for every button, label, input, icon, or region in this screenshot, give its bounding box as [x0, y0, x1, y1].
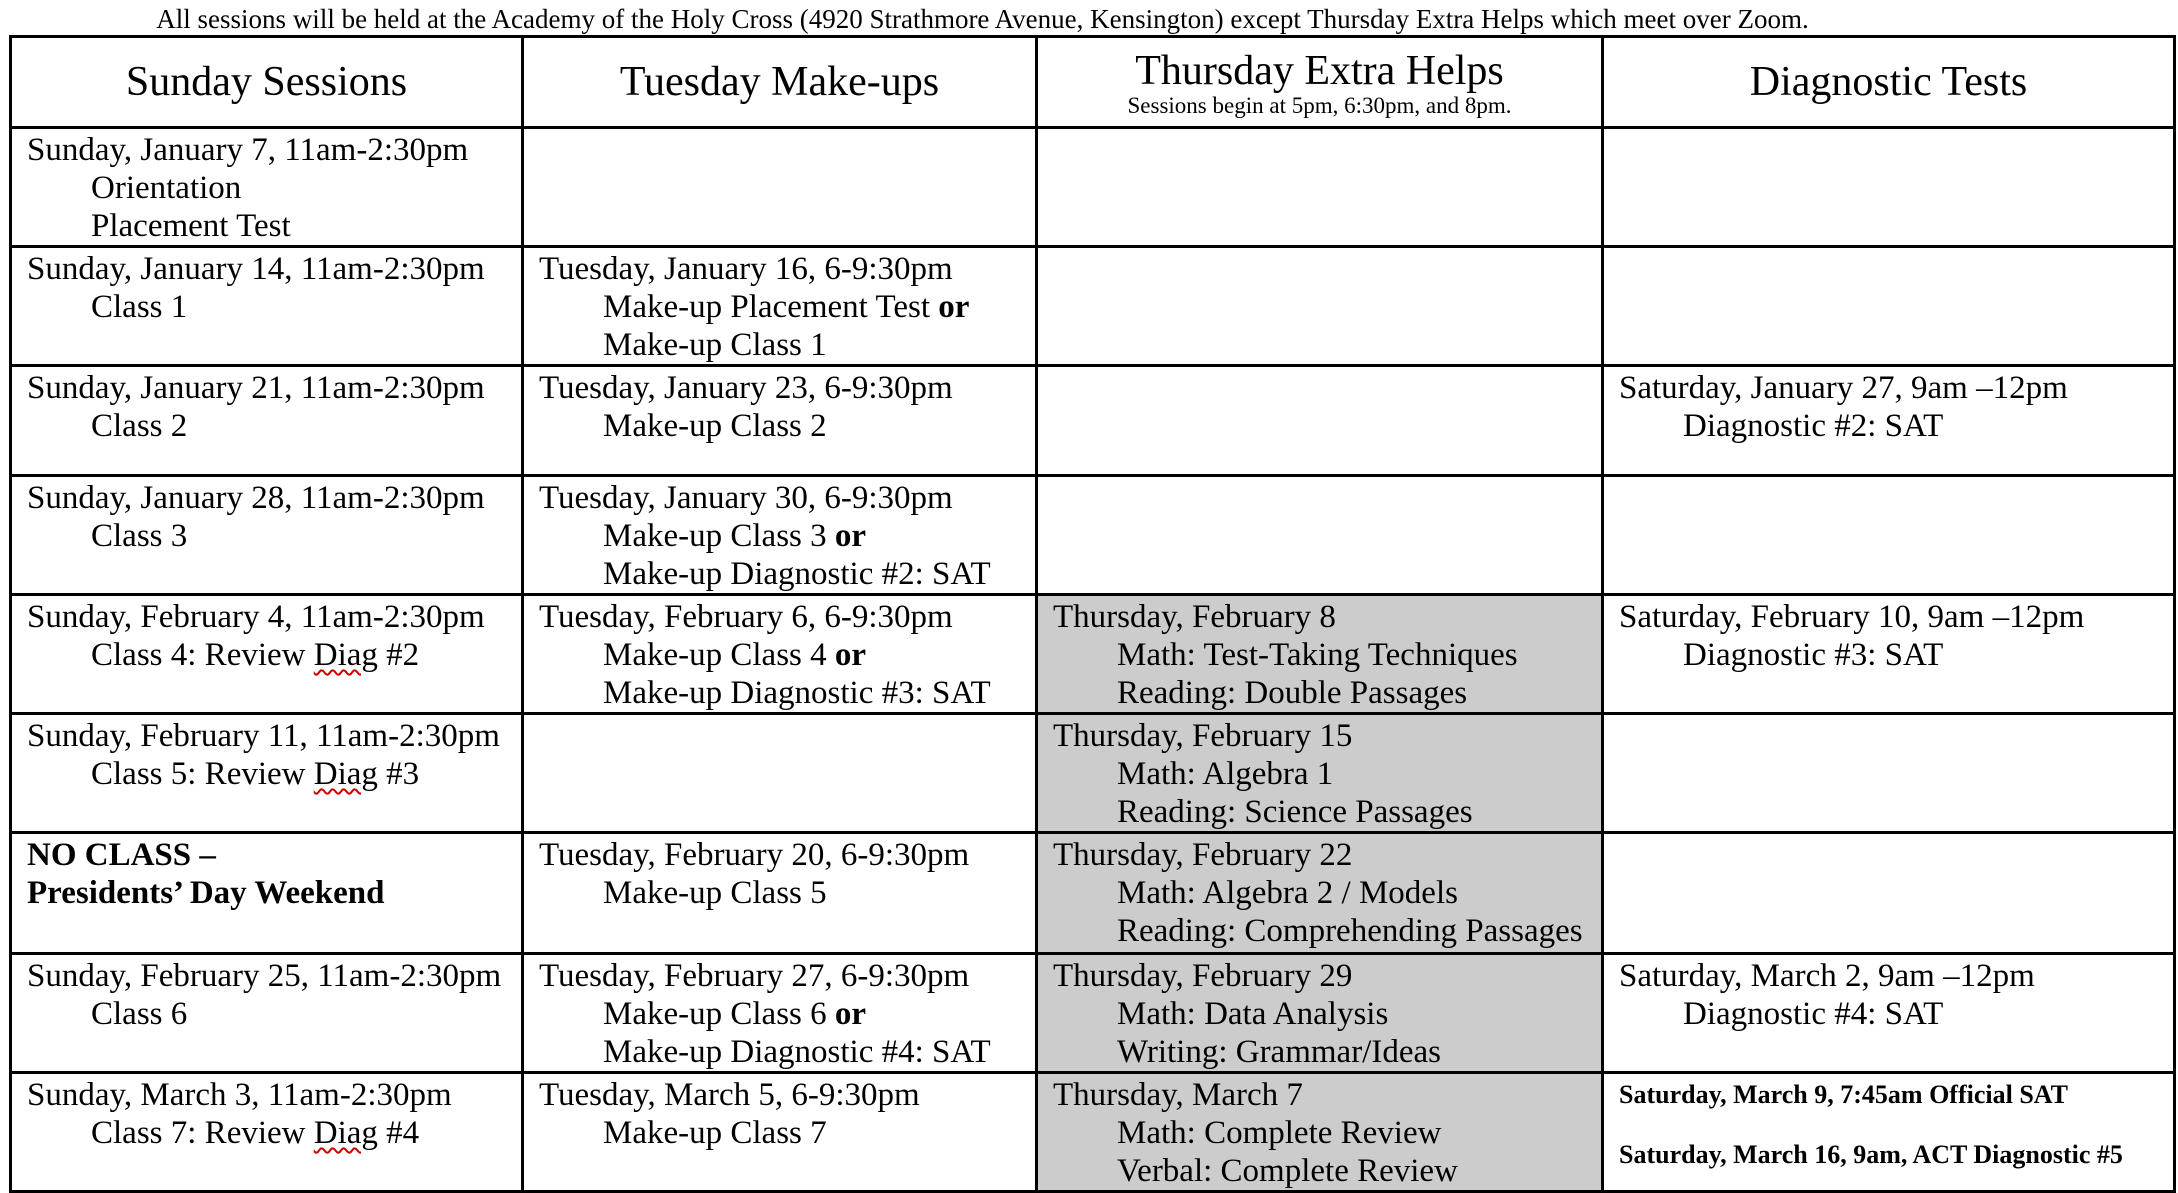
sunday-date: Sunday, January 21, 11am-2:30pm: [27, 370, 485, 406]
thursday-detail: Math: Test-Taking Techniques: [1117, 637, 1518, 673]
sunday-detail: Placement Test: [91, 208, 291, 244]
thursday-date: Thursday, February 29: [1053, 958, 1353, 994]
thursday-cell: [1037, 954, 1603, 1073]
header-sunday: Sunday Sessions: [11, 37, 523, 128]
table-row: [11, 247, 2175, 366]
tuesday-date: Tuesday, January 16, 6-9:30pm: [539, 251, 953, 287]
sunday-cell: [11, 595, 523, 714]
header-thursday-title: Thursday Extra Helps: [1135, 48, 1504, 94]
sunday-detail: Class 6: [91, 996, 188, 1032]
tuesday-cell: [523, 247, 1037, 366]
thursday-detail: Reading: Comprehending Passages: [1117, 913, 1583, 949]
table-row: [11, 954, 2175, 1073]
sunday-date: Sunday, January 14, 11am-2:30pm: [27, 251, 485, 287]
tuesday-detail: Make-up Class 7: [603, 1115, 827, 1151]
sunday-detail: Orientation: [91, 170, 242, 206]
diagnostic-date: Saturday, March 2, 9am –12pm: [1619, 958, 2035, 994]
sunday-date: Sunday, February 25, 11am-2:30pm: [27, 958, 502, 994]
thursday-detail: Verbal: Complete Review: [1117, 1153, 1458, 1189]
official-sat-date: Saturday, March 9, 7:45am Official SAT: [1619, 1080, 2068, 1109]
tuesday-date: Tuesday, January 23, 6-9:30pm: [539, 370, 953, 406]
sunday-detail: Class 2: [91, 408, 188, 444]
tuesday-cell: [523, 366, 1037, 476]
sunday-date: Sunday, February 4, 11am-2:30pm: [27, 599, 485, 635]
thursday-cell: [1037, 476, 1603, 595]
table-row: [11, 366, 2175, 476]
tuesday-detail-text: Make-up Placement Test: [603, 289, 930, 325]
tuesday-detail: Make-up Class 1: [603, 327, 827, 363]
table-row: [11, 833, 2175, 954]
table-row: [11, 476, 2175, 595]
diagnostic-detail: Diagnostic #4: SAT: [1683, 996, 1944, 1032]
tuesday-date: Tuesday, February 27, 6-9:30pm: [539, 958, 970, 994]
no-class-label: NO CLASS –: [27, 837, 216, 873]
diagnostic-cell: [1603, 714, 2175, 833]
header-thursday: [1037, 37, 1603, 128]
header-row: [11, 37, 2175, 128]
table-row: [11, 1073, 2175, 1192]
diagnostic-cell: [1603, 476, 2175, 595]
no-class-reason: Presidents’ Day Weekend: [27, 875, 385, 911]
thursday-date: Thursday, February 15: [1053, 718, 1353, 754]
tuesday-cell: [523, 714, 1037, 833]
sunday-cell: [11, 366, 523, 476]
tuesday-detail-text: Make-up Class 3: [603, 518, 827, 554]
sunday-detail-text: Class 7: Review: [91, 1115, 314, 1151]
sunday-date: Sunday, January 28, 11am-2:30pm: [27, 480, 485, 516]
diagnostic-cell: [1603, 833, 2175, 954]
table-row: [11, 128, 2175, 247]
tuesday-detail: [539, 517, 1025, 555]
sunday-detail-text: #4: [377, 1115, 420, 1151]
sunday-cell: [11, 1073, 523, 1192]
diagnostic-date: Saturday, February 10, 9am –12pm: [1619, 599, 2085, 635]
sunday-cell: [11, 714, 523, 833]
diagnostic-cell: [1603, 1073, 2175, 1192]
thursday-detail: Math: Algebra 2 / Models: [1117, 875, 1458, 911]
thursday-detail: Math: Algebra 1: [1117, 756, 1334, 792]
thursday-detail: Reading: Double Passages: [1117, 675, 1468, 711]
thursday-cell: [1037, 595, 1603, 714]
thursday-cell: [1037, 247, 1603, 366]
tuesday-detail: Make-up Diagnostic #2: SAT: [603, 556, 991, 592]
header-tuesday: Tuesday Make-ups: [523, 37, 1037, 128]
tuesday-detail: Make-up Diagnostic #4: SAT: [603, 1034, 991, 1070]
sunday-cell: [11, 954, 523, 1073]
tuesday-cell: [523, 476, 1037, 595]
schedule-table: [9, 35, 2176, 1193]
sunday-cell: [11, 247, 523, 366]
diagnostic-cell: [1603, 595, 2175, 714]
tuesday-detail-text: Make-up Class 6: [603, 996, 827, 1032]
sunday-detail-text: #3: [377, 756, 420, 792]
diagnostic-cell: [1603, 366, 2175, 476]
sunday-cell: [11, 833, 523, 954]
thursday-cell: [1037, 833, 1603, 954]
tuesday-date: Tuesday, March 5, 6-9:30pm: [539, 1077, 920, 1113]
tuesday-date: Tuesday, January 30, 6-9:30pm: [539, 480, 953, 516]
sunday-date: Sunday, March 3, 11am-2:30pm: [27, 1077, 452, 1113]
sunday-detail-text: Class 5: Review: [91, 756, 314, 792]
diagnostic-cell: [1603, 954, 2175, 1073]
diagnostic-cell: [1603, 128, 2175, 247]
location-note: All sessions will be held at the Academy of the Holy Cross (4920 Strathmore Avenue, Kensington) except Thursday Extra Helps which meet over Zoom.: [156, 4, 1809, 34]
sunday-detail: Class 1: [91, 289, 188, 325]
thursday-cell: [1037, 366, 1603, 476]
sunday-detail-text: #2: [377, 637, 420, 673]
or-label: or: [834, 996, 867, 1032]
sunday-detail: [27, 636, 511, 674]
tuesday-cell: [523, 595, 1037, 714]
diagnostic-detail: Diagnostic #3: SAT: [1683, 637, 1944, 673]
sunday-cell: [11, 128, 523, 247]
or-label: or: [938, 289, 970, 325]
thursday-date: Thursday, February 22: [1053, 837, 1353, 873]
table-row: [11, 595, 2175, 714]
thursday-date: Thursday, March 7: [1053, 1077, 1303, 1113]
header-thursday-subtitle: Sessions begin at 5pm, 6:30pm, and 8pm.: [1127, 93, 1512, 118]
table-row: [11, 714, 2175, 833]
sunday-date: Sunday, January 7, 11am-2:30pm: [27, 132, 469, 168]
tuesday-detail: [539, 995, 1025, 1033]
sunday-date: Sunday, February 11, 11am-2:30pm: [27, 718, 500, 754]
tuesday-detail: [539, 288, 1025, 326]
thursday-detail: Reading: Science Passages: [1117, 794, 1473, 830]
tuesday-cell: [523, 833, 1037, 954]
spacer: [1619, 1110, 2163, 1140]
or-label: or: [834, 637, 867, 673]
tuesday-date: Tuesday, February 6, 6-9:30pm: [539, 599, 953, 635]
tuesday-detail-text: Make-up Class 4: [603, 637, 827, 673]
thursday-detail: Math: Data Analysis: [1117, 996, 1389, 1032]
spellcheck-word: Diag: [313, 1115, 378, 1151]
tuesday-detail: [539, 636, 1025, 674]
tuesday-detail: Make-up Class 5: [603, 875, 827, 911]
thursday-detail: Writing: Grammar/Ideas: [1117, 1034, 1441, 1070]
thursday-cell: [1037, 128, 1603, 247]
sunday-detail: [27, 1114, 511, 1152]
thursday-date: Thursday, February 8: [1053, 599, 1336, 635]
tuesday-date: Tuesday, February 20, 6-9:30pm: [539, 837, 970, 873]
sunday-detail-text: Class 4: Review: [91, 637, 314, 673]
tuesday-cell: [523, 128, 1037, 247]
thursday-cell: [1037, 714, 1603, 833]
tuesday-detail: Make-up Class 2: [603, 408, 827, 444]
tuesday-cell: [523, 1073, 1037, 1192]
sunday-cell: [11, 476, 523, 595]
spellcheck-word: Diag: [313, 637, 378, 673]
thursday-cell: [1037, 1073, 1603, 1192]
header-diagnostic: Diagnostic Tests: [1603, 37, 2175, 128]
thursday-detail: Math: Complete Review: [1117, 1115, 1442, 1151]
act-diagnostic-date: Saturday, March 16, 9am, ACT Diagnostic #5: [1619, 1140, 2123, 1169]
diagnostic-cell: [1603, 247, 2175, 366]
sunday-detail: Class 3: [91, 518, 188, 554]
tuesday-cell: [523, 954, 1037, 1073]
spellcheck-word: Diag: [313, 756, 378, 792]
tuesday-detail: Make-up Diagnostic #3: SAT: [603, 675, 991, 711]
diagnostic-detail: Diagnostic #2: SAT: [1683, 408, 1944, 444]
or-label: or: [834, 518, 867, 554]
sunday-detail: [27, 755, 511, 793]
diagnostic-date: Saturday, January 27, 9am –12pm: [1619, 370, 2068, 406]
